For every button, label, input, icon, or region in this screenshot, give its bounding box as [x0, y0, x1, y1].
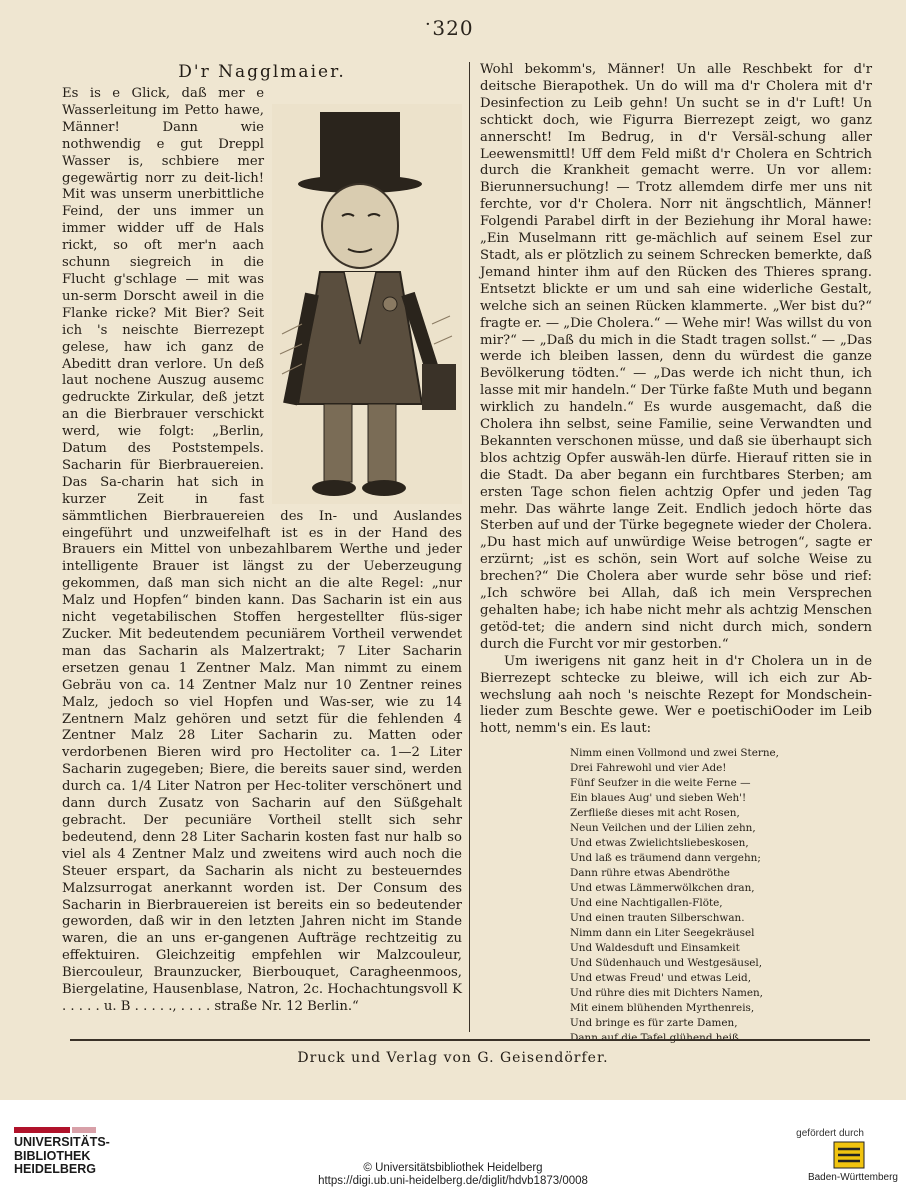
poem-line: Mit einem blühenden Myrthenreis, [570, 1002, 755, 1015]
funding-state: Baden-Württemberg [807, 1172, 898, 1183]
poem-line: Und eine Nachtigallen-Flöte, [570, 897, 723, 910]
copyright-text: © Universitätsbibliothek Heidelberg [363, 1162, 543, 1174]
page-dot: · [425, 14, 431, 35]
poem-line: Fünf Seufzer in die weite Ferne — [570, 777, 751, 790]
poem-line: Zerfließe dieses mit acht Rosen, [570, 807, 740, 820]
poem-line: Dann rühre etwas Abendröthe [570, 867, 730, 880]
article-title: D'r Nagglmaier. [178, 62, 346, 82]
article-body-right: Wohl bekomm's, Männer! Un alle Reschbekt for d'r deitsche Bierapothek. Un do will ma d'r Cholera mit d'r Desinfection zu Leib gehn! Un sucht se in d'r Luft! Un schtickt doch, wie Figurra Bierrezept zeigt, wo ganz annerscht! Im Bedrug, in d'r Versäl-schung aller Leewensmittl! Uff dem Feld mißt d'r Cholera en Schtrich durch die Krankheit gemacht werre. Un vor allem: Bierunnersuchung! — Trotz allemdem dirfe mer uns nit ferchte, vor d'r Cholera. Norr nit ängschtlich, Männer! Folgendi Parabel dirft in der Beziehung ihr Moral hawe: „Ein Muselmann ritt ge-mächlich auf seinem Esel zur Stadt, als er plötzlich zu seinem Schrecken bemerkte, daß Jemand hinter ihm auf den Rücken des Thieres sprang. Entsetzt blickte er um und sah eine widerliche Gestalt, welche sich an seinen Rücken klammerte. „Wer bist du?“ fragte er. — „Die Cholera.“ — Wehe mir! Was willst du von mir?“ — „Daß du mich in die Stadt tragen sollst.“ — „Das werde ich bleiben lassen, denn du würdest die ganze Bevölkerung tödten.“ — „Das werde ich nicht thun, ich lasse mit mir handeln.“ Der Türke faßte Muth und begann wirklich zu handeln.“ Es wurde ausgemacht, daß die Cholera ihn selbst, seine Familie, seine Verwandten und Bekannten verschonen müsse, und daß sie überhaupt sich blos achtzig Opfer auswäh-len dürfe. Hierauf ritten sie in die Stadt. Da aber begann ein furchtbares Sterben; am ersten Tage schon fielen achtzig Opfer und jeden Tag mehr. Das währte lange Zeit. Endlich jedoch hörte das Sterben auf und der Türke begegnete wieder der Cholera. „Du hast mich auf unwürdige Weise betrogen“, sagte er erzürnt; „ist es schön, sein Wort auf solche Weise zu brechen?“ Die Cholera aber wurde sehr böse und rief: „Ich schwöre bei Allah, daß ich mein Versprechen gehalten habe; ich habe nicht mehr als achtzig Menschen getöd-tet; die andern sind nicht durch mich, sondern durch die Furcht vor mir gestorben.“ [480, 62, 872, 652]
funding-label: gefördert durch [796, 1128, 864, 1139]
poem-line: Ein blaues Aug' und sieben Weh'! [570, 792, 747, 805]
page-number: 320 [432, 16, 474, 40]
left-column [62, 62, 462, 1037]
poem-line: Und Waldesduft und Einsamkeit [570, 942, 740, 955]
poem-line: Nimm dann ein Liter Seegekräusel [570, 927, 755, 940]
library-name-1: UNIVERSITÄTS- [14, 1135, 110, 1149]
poem-line: Und rühre dies mit Dichters Namen, [570, 987, 763, 1000]
poem-line: Und Südenhauch und Westgesäusel, [570, 957, 763, 970]
article-body-right-2: Um iwerigens nit ganz heit in d'r Cholera un in de Bierrezept schtecke zu bleiwe, will ich eich zur Ab-wechslung aah noch 's neischte Rezept for Mondschein-lieder zum Beschte gewe. Wer e poetischiOoder im Leib hott, nemm's ein. Es laut: [480, 653, 872, 737]
permalink[interactable]: https://digi.ub.uni-heidelberg.de/diglit/hdvb1873/0008 [318, 1175, 588, 1187]
bottom-rule [70, 1039, 870, 1041]
library-name-2: BIBLIOTHEK [14, 1148, 91, 1163]
library-name-3: HEIDELBERG [14, 1162, 96, 1176]
poem-line: Drei Fahrewohl und vier Ade! [570, 762, 727, 775]
poem-line: Neun Veilchen und der Lilien zehn, [570, 822, 756, 835]
library-logo-bar [14, 1127, 70, 1133]
portrait-illustration [272, 104, 462, 504]
right-column [480, 62, 872, 1037]
poem [570, 746, 872, 1046]
article-body-left: Es is e Glick, daß mer e Wasserleitung im Petto hawe, Männer! Dann wie nothwendig e gut Dreppl Wasser is, schbiere mer gegewärtig norr zu deit-lich! Mit was unserm unerbittliche Feind, der uns immer un immer widder uff de Hals rickt, so oft mer'n aach schunn siegreich in die Flucht g'schlage — mit was un-serm Dorscht aweil in die Flanke ricke? Mit Bier? Seit ich 's neischte Bierrezept gelese, haw ich ganz de Abeditt dran verlore. Un deß laut nochene Auszug ausemc gedruckte Zirkular, deß jetzt an die Bierbrauer verschickt werd, wie folgt: „Berlin, Datum des Poststempels. Sacharin für Bierbrauereien. Das Sa-charin hat sich in kurzer Zeit in fast sämmtlichen Bierbrauereien des In- und Auslandes eingeführt und unzweifelhaft ist es in der Hand des Brauers ein Mittel von unbezahlbarem Werthe und jeder intelligente Brauer ist längst zu der Ueberzeugung gekommen, daß man sich nicht an die alte Regel: „nur Malz und Hopfen“ binden kann. Das Sacharin ist ein aus nicht vegetabilischen Stoffen hergestellter flüs-siger Zucker. Mit bedeutendem pecuniärem Vortheil verwendet man das Sacharin als Malzertrakt; 7 Liter Sacharin ersetzen genau 1 Zentner Malz. Man nimmt zu einem Gebräu von ca. 14 Zentner Malz nur 10 Zentner reines Malz, jedoch so viel Hopfen und Was-ser, wie zu 14 Zentnern Malz gehören und setzt für die fehlenden 4 Zentner Malz 28 Liter Sacharin zu. Matten oder verdorbenen Bieren wird pro Hectoliter ca. 1—2 Liter Sacharin zugegeben; Biere, die bereits sauer sind, werden durch ca. 1/4 Liter Natron per Hec-toliter verschönert und dann durch Zusatz von Sacharin auf den Süßgehalt gebracht. Der pecuniäre Vortheil stellt sich sehr bedeutend, denn 28 Liter Sacharin kosten fast nur halb so viel als 4 Zentner Malz und zweitens wird auch noch die Steuer erspart, da Sacharin als nicht zu besteuerndes Malzsurrogat anerkannt worden ist. Der Consum des Sacharin in Bierbrauereien ist bereits ein so bedeutender geworden, daß wir in den letzten Jahren nicht im Stande waren, die an uns er-gangenen Aufträge rechtzeitig zu effektuiren. Gleichzeitig empfehlen wir Malzcouleur, Biercouleur, Braunzucker, Bierbouquet, Caragheenmoos, Biergelatine, Hausenblase, Natron, 2c. Hochachtungsvoll K . . . . . u. B . . . . ., . . . . straße Nr. 12 Berlin.“ [62, 86, 462, 1014]
poem-line: Und etwas Lämmerwölkchen dran, [570, 882, 755, 895]
poem-line: Und etwas Zwielichtsliebeskosen, [570, 837, 749, 850]
poem-line: Und einen trauten Silberschwan. [570, 912, 745, 925]
poem-line: Und laß es träumend dann vergehn; [570, 852, 761, 865]
poem-line: Nimm einen Vollmond und zwei Sterne, [570, 747, 779, 760]
column-divider [469, 62, 470, 1032]
library-logo-bar-light [72, 1127, 96, 1133]
poem-line: Und etwas Freud' und etwas Leid, [570, 972, 751, 985]
poem-line: Und bringe es für zarte Damen, [570, 1017, 738, 1030]
state-crest-icon [832, 1140, 866, 1170]
imprint: Druck und Verlag von G. Geisendörfer. [297, 1050, 609, 1066]
